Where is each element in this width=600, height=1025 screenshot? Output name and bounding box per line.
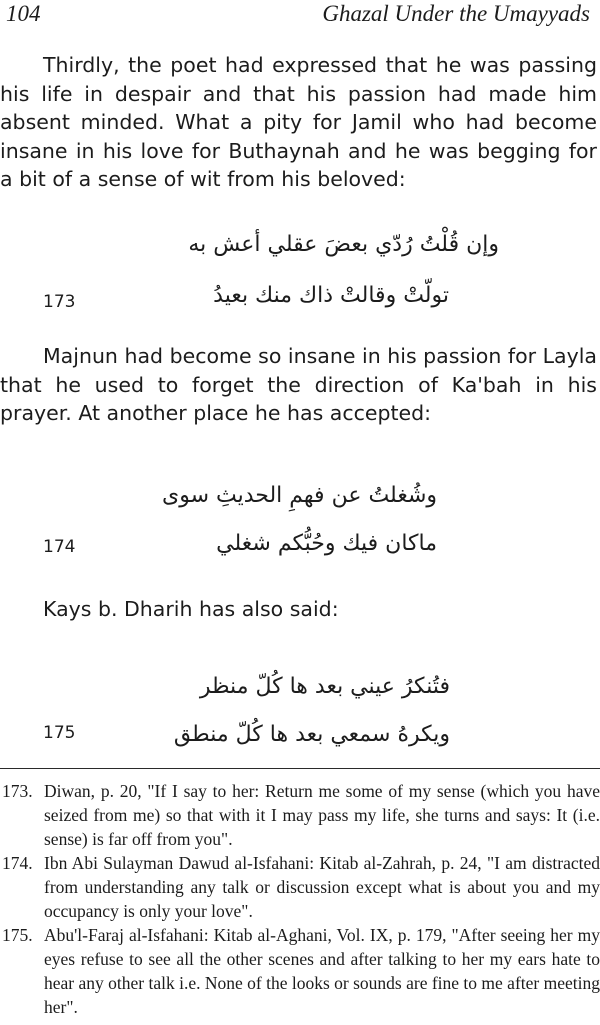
footnote-marker: 174.	[2, 853, 33, 873]
running-title: Ghazal Under the Umayyads	[322, 1, 590, 26]
footnote-173	[0, 779, 600, 851]
footnotes-list	[0, 779, 600, 1019]
footnote-marker: 173.	[2, 781, 33, 801]
footnote-text: Ibn Abi Sulayman Dawud al-Isfahani: Kitab al-Zahrah, p. 24, "I am distracted from understanding any talk or discussion except what is about you and my occupancy is only your love".	[44, 853, 600, 921]
paragraph-jamil: Thirdly, the poet had expressed that he was passing his life in despair and that his passion had made him absent minded. What a pity for Jamil who had become insane in his love for Buthaynah and he was begging for a bit of a sense of wit from his beloved:	[0, 53, 597, 191]
footnote-175	[0, 923, 600, 1019]
verse-175-line-2: ويكرهُ سمعي بعد ها كُلّ منطق	[173, 722, 450, 747]
footnote-marker: 175.	[2, 925, 33, 945]
footnote-divider	[0, 768, 600, 769]
paragraph-majnun: Majnun had become so insane in his passion for Layla that he used to forget the direction of Ka'bah in his prayer. At another place he has accepted:	[0, 344, 597, 425]
verse-174-line-1: وشُغلتُ عن فهمِ الحديثِ سوى	[161, 483, 437, 508]
verse-173-line-2: تولّتْ وقالتْ ذاك منك بعيدُ	[213, 283, 449, 308]
page-header	[0, 0, 600, 28]
verse-174-line-2: ماكان فيك وحُبُّكم شغلي	[216, 531, 437, 556]
paragraph-kays: Kays b. Dharih has also said:	[43, 597, 339, 621]
verse-175-line-1: فتُنكرُ عيني بعد ها كُلّ منظر	[199, 674, 450, 699]
verse-number-174: 174	[43, 537, 76, 557]
footnote-text: Diwan, p. 20, "If I say to her: Return me some of my sense (which you have seized from me) so that with it I may pass my life, she turns and says: It (i.e. sense) is far off from you".	[44, 781, 600, 849]
footnote-text: Abu'l-Faraj al-Isfahani: Kitab al-Aghani, Vol. IX, p. 179, "After seeing her my eyes refuse to see all the other scenes and after talking to her my ears hate to hear any other talk i.e. None of the looks or sounds are fine to me after meeting her".	[44, 925, 600, 1017]
footnote-174	[0, 851, 600, 923]
page-number: 104	[6, 1, 41, 26]
verse-number-173: 173	[43, 292, 76, 312]
verse-173-line-1: وإن قُلْتُ رُدّي بعضَ عقلي أعش به	[188, 232, 499, 257]
verse-number-175: 175	[43, 723, 76, 743]
